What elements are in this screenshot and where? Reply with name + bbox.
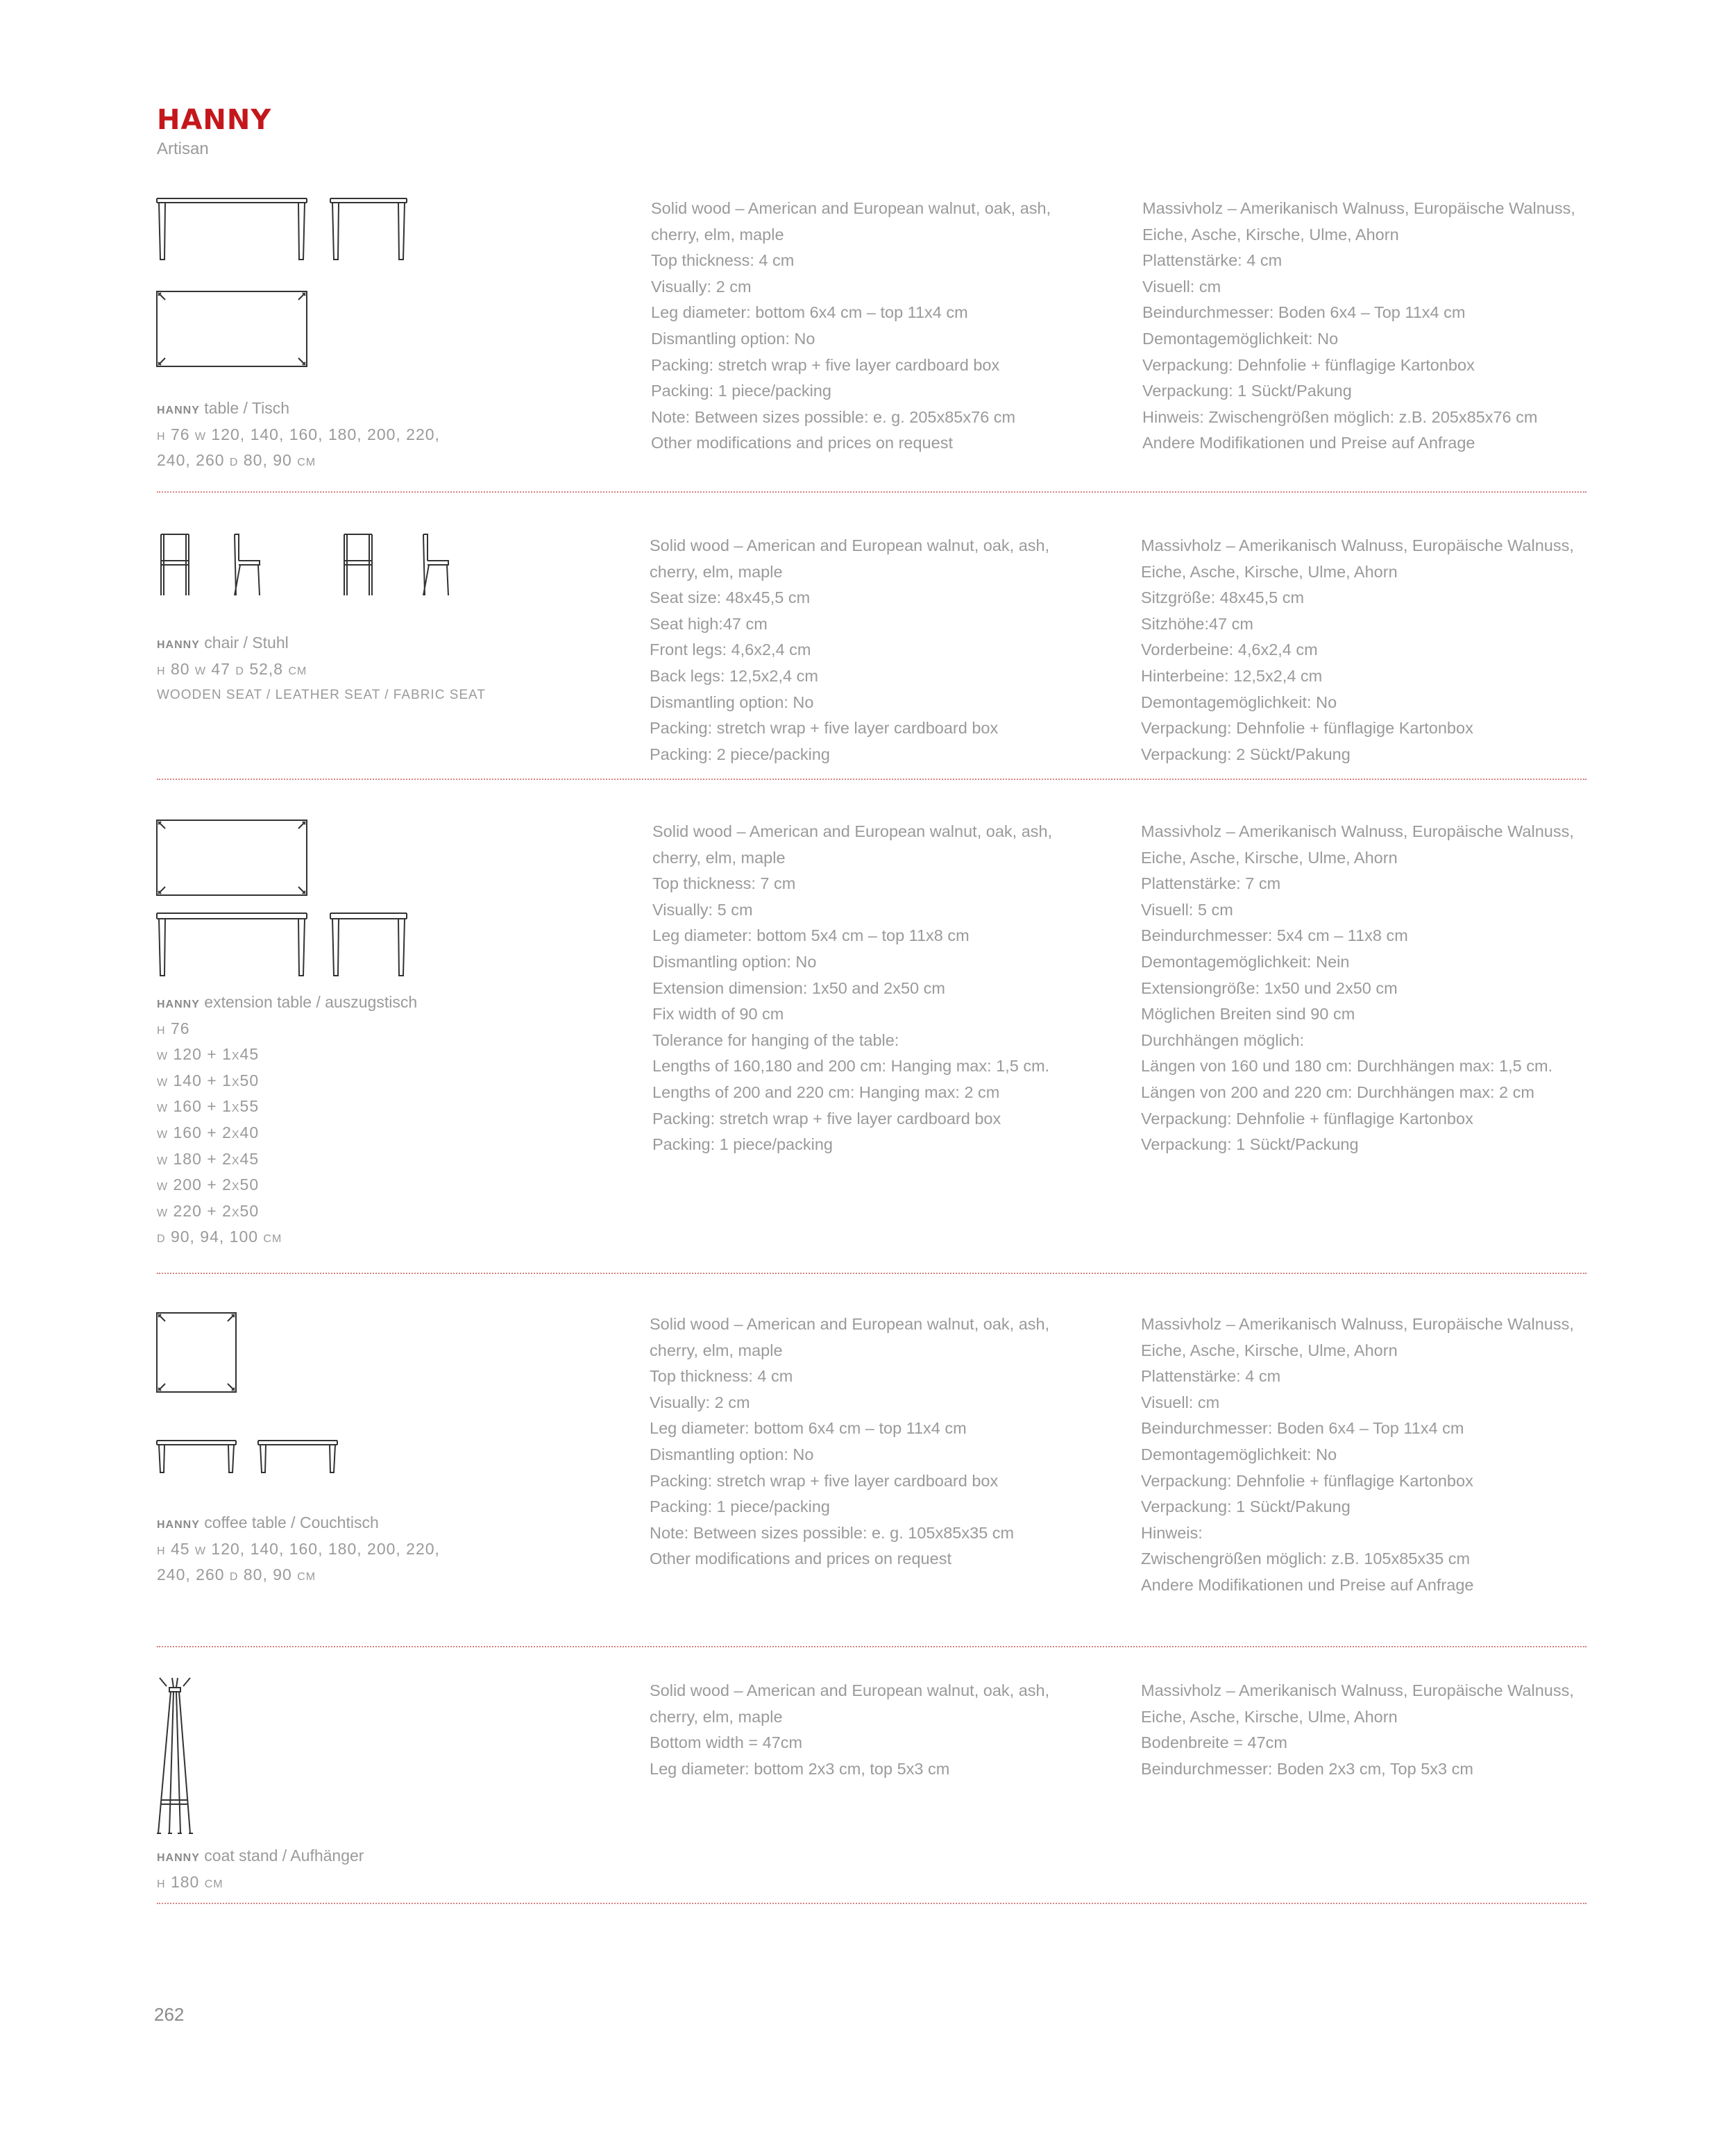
- spec-line: Andere Modifikationen und Preise auf Anfrage: [1142, 434, 1475, 452]
- spec-line: Hinweis:: [1141, 1523, 1203, 1542]
- spec-line: Eiche, Asche, Kirsche, Ulme, Ahorn: [1141, 1707, 1398, 1726]
- product-dimensions: 240, 260 d 80, 90 cm: [157, 451, 316, 470]
- spec-line: Other modifications and prices on request: [651, 434, 953, 452]
- spec-english: [650, 1678, 1049, 1782]
- spec-line: Sitzhöhe:47 cm: [1141, 614, 1253, 633]
- spec-german: [1142, 196, 1575, 457]
- spec-line: Packing: 1 piece/packing: [650, 1497, 830, 1516]
- spec-line: Sitzgröße: 48x45,5 cm: [1141, 588, 1305, 607]
- spec-line: cherry, elm, maple: [651, 225, 784, 244]
- spec-line: Fix width of 90 cm: [652, 1005, 784, 1024]
- spec-line: Visuell: cm: [1142, 277, 1221, 296]
- spec-line: Packing: stretch wrap + five layer cardboard box: [650, 1471, 999, 1490]
- spec-line: Top thickness: 4 cm: [650, 1367, 793, 1386]
- spec-line: Verpackung: Dehnfolie + fünflagige Kartonbox: [1142, 355, 1475, 374]
- spec-line: Tolerance for hanging of the table:: [652, 1030, 899, 1049]
- brand-subtitle: Artisan: [157, 139, 209, 158]
- spec-line: Note: Between sizes possible: e. g. 205x85x76 cm: [651, 407, 1016, 426]
- product-dimensions: w 140 + 1x50: [157, 1071, 260, 1089]
- spec-line: Demontagemöglichkeit: No: [1142, 329, 1339, 348]
- spec-line: cherry, elm, maple: [652, 848, 786, 867]
- spec-line: Eiche, Asche, Kirsche, Ulme, Ahorn: [1141, 848, 1398, 867]
- spec-line: Visually: 2 cm: [651, 277, 752, 296]
- product-section-chair: [157, 533, 1586, 769]
- spec-line: Lengths of 200 and 220 cm: Hanging max: 2 cm: [652, 1083, 1000, 1101]
- spec-line: Zwischengrößen möglich: z.B. 105x85x35 cm: [1141, 1550, 1471, 1568]
- spec-line: Möglichen Breiten sind 90 cm: [1141, 1005, 1355, 1024]
- product-section-coffee-table: [157, 1312, 1586, 1617]
- spec-line: Plattenstärke: 7 cm: [1141, 874, 1281, 893]
- spec-line: Seat size: 48x45,5 cm: [650, 588, 811, 607]
- product-dimensions: h 76: [157, 1019, 190, 1037]
- product-name: coffee table / Couchtisch: [204, 1513, 379, 1531]
- product-dimensions: h 45 w 120, 140, 160, 180, 200, 220,: [157, 1539, 440, 1558]
- spec-line: Packing: 1 piece/packing: [651, 382, 831, 400]
- spec-german: [1141, 1312, 1574, 1599]
- product-name: table / Tisch: [204, 399, 290, 417]
- product-dimensions: w 160 + 1x55: [157, 1097, 260, 1116]
- spec-line: Solid wood – American and European walnut, oak, ash,: [652, 822, 1053, 840]
- section-divider: [157, 1903, 1586, 1904]
- product-caption: [157, 396, 440, 474]
- spec-english: [650, 1312, 1049, 1572]
- product-section-extension-table: [157, 819, 1586, 1263]
- spec-line: Verpackung: 1 Sückt/Pakung: [1141, 1497, 1351, 1516]
- spec-line: Verpackung: 2 Sückt/Pakung: [1141, 745, 1351, 763]
- spec-line: Bottom width = 47cm: [650, 1733, 803, 1752]
- dining-table-drawing-icon: [157, 196, 434, 376]
- chair-drawing-icon: [157, 533, 483, 602]
- spec-line: Massivholz – Amerikanisch Walnuss, Europäische Walnuss,: [1142, 199, 1575, 217]
- spec-line: Beindurchmesser: Boden 2x3 cm, Top 5x3 cm: [1141, 1759, 1473, 1778]
- spec-line: Packing: stretch wrap + five layer cardboard box: [651, 355, 1000, 374]
- spec-line: Andere Modifikationen und Preise auf Anfrage: [1141, 1575, 1474, 1594]
- spec-line: Hinterbeine: 12,5x2,4 cm: [1141, 666, 1323, 685]
- coffee-table-drawing-icon: [157, 1312, 365, 1478]
- spec-line: Vorderbeine: 4,6x2,4 cm: [1141, 640, 1318, 659]
- spec-line: Verpackung: 1 Sückt/Packung: [1141, 1135, 1359, 1154]
- spec-line: Verpackung: Dehnfolie + fünflagige Kartonbox: [1141, 1109, 1473, 1128]
- product-brand-label: hanny: [157, 399, 200, 417]
- product-dimensions: w 120 + 1x45: [157, 1045, 260, 1064]
- spec-line: Visuell: cm: [1141, 1393, 1220, 1411]
- spec-german: [1141, 1678, 1574, 1782]
- spec-line: Leg diameter: bottom 6x4 cm – top 11x4 cm: [651, 303, 968, 322]
- spec-line: cherry, elm, maple: [650, 1707, 783, 1726]
- product-dimensions: h 76 w 120, 140, 160, 180, 200, 220,: [157, 425, 440, 443]
- spec-line: Längen von 200 and 220 cm: Durchhängen max: 2 cm: [1141, 1083, 1534, 1101]
- spec-english: [652, 819, 1052, 1158]
- brand-title: HANNY: [157, 104, 272, 136]
- spec-line: Demontagemöglichkeit: Nein: [1141, 952, 1350, 971]
- spec-german: [1141, 819, 1574, 1158]
- spec-line: Plattenstärke: 4 cm: [1141, 1367, 1281, 1386]
- product-dimensions: 240, 260 d 80, 90 cm: [157, 1565, 316, 1584]
- product-dimensions: h 180 cm: [157, 1872, 223, 1891]
- spec-line: Verpackung: Dehnfolie + fünflagige Kartonbox: [1141, 719, 1473, 738]
- spec-line: Seat high:47 cm: [650, 614, 768, 633]
- spec-line: Längen von 160 und 180 cm: Durchhängen max: 1,5 cm.: [1141, 1057, 1553, 1076]
- product-caption: [157, 630, 486, 708]
- product-name: coat stand / Aufhänger: [204, 1847, 364, 1865]
- spec-line: Solid wood – American and European walnut, oak, ash,: [650, 1315, 1050, 1333]
- product-brand-label: hanny: [157, 993, 200, 1011]
- spec-line: Eiche, Asche, Kirsche, Ulme, Ahorn: [1142, 225, 1399, 244]
- product-brand-label: hanny: [157, 634, 200, 652]
- spec-line: Packing: 2 piece/packing: [650, 745, 830, 763]
- spec-line: Dismantling option: No: [651, 329, 815, 348]
- spec-line: Bodenbreite = 47cm: [1141, 1733, 1287, 1752]
- spec-line: Solid wood – American and European walnut, oak, ash,: [651, 199, 1051, 217]
- product-caption: [157, 990, 417, 1250]
- product-dimensions: h 80 w 47 d 52,8 cm: [157, 659, 307, 678]
- spec-line: Hinweis: Zwischengrößen möglich: z.B. 205x85x76 cm: [1142, 407, 1538, 426]
- spec-line: Leg diameter: bottom 6x4 cm – top 11x4 cm: [650, 1419, 967, 1438]
- product-name: extension table / auszugstisch: [204, 993, 418, 1011]
- page-number: 262: [154, 2004, 185, 2025]
- spec-line: Extension dimension: 1x50 and 2x50 cm: [652, 978, 945, 997]
- spec-line: Massivholz – Amerikanisch Walnuss, Europäische Walnuss,: [1141, 822, 1574, 840]
- section-divider: [157, 1273, 1586, 1274]
- spec-line: cherry, elm, maple: [650, 1341, 783, 1359]
- spec-line: Eiche, Asche, Kirsche, Ulme, Ahorn: [1141, 1341, 1398, 1359]
- spec-line: Dismantling option: No: [650, 1445, 814, 1463]
- spec-line: Plattenstärke: 4 cm: [1142, 251, 1283, 270]
- product-dimensions: w 200 + 2x50: [157, 1175, 260, 1194]
- spec-german: [1141, 533, 1574, 767]
- spec-line: Verpackung: Dehnfolie + fünflagige Kartonbox: [1141, 1471, 1473, 1490]
- spec-line: Top thickness: 7 cm: [652, 874, 796, 893]
- product-variants: WOODEN SEAT / LEATHER SEAT / FABRIC SEAT: [157, 688, 486, 703]
- spec-line: Massivholz – Amerikanisch Walnuss, Europäische Walnuss,: [1141, 536, 1574, 554]
- spec-line: cherry, elm, maple: [650, 562, 783, 581]
- product-dimensions: w 220 + 2x50: [157, 1201, 260, 1220]
- coat-stand-drawing-icon: [157, 1678, 212, 1837]
- spec-line: Leg diameter: bottom 2x3 cm, top 5x3 cm: [650, 1759, 950, 1778]
- spec-line: Dismantling option: No: [650, 693, 814, 711]
- spec-line: Packing: stretch wrap + five layer cardboard box: [650, 719, 999, 738]
- spec-english: [651, 196, 1051, 457]
- spec-line: Lengths of 160,180 and 200 cm: Hanging max: 1,5 cm.: [652, 1057, 1050, 1076]
- spec-line: Demontagemöglichkeit: No: [1141, 1445, 1337, 1463]
- spec-line: Massivholz – Amerikanisch Walnuss, Europäische Walnuss,: [1141, 1681, 1574, 1699]
- spec-line: Back legs: 12,5x2,4 cm: [650, 666, 818, 685]
- product-caption: [157, 1843, 364, 1895]
- product-section-table: [157, 196, 1586, 487]
- product-caption: [157, 1510, 440, 1588]
- spec-line: Extensiongröße: 1x50 und 2x50 cm: [1141, 978, 1398, 997]
- spec-line: Other modifications and prices on request: [650, 1550, 951, 1568]
- spec-line: Verpackung: 1 Sückt/Pakung: [1142, 382, 1352, 400]
- section-divider: [157, 1646, 1586, 1647]
- spec-line: Beindurchmesser: Boden 6x4 – Top 11x4 cm: [1142, 303, 1466, 322]
- product-section-coat-stand: [157, 1678, 1586, 1900]
- spec-line: Solid wood – American and European walnut, oak, ash,: [650, 536, 1050, 554]
- product-brand-label: hanny: [157, 1847, 200, 1865]
- product-brand-label: hanny: [157, 1513, 200, 1531]
- spec-line: Beindurchmesser: Boden 6x4 – Top 11x4 cm: [1141, 1419, 1464, 1438]
- spec-line: Dismantling option: No: [652, 952, 817, 971]
- product-name: chair / Stuhl: [204, 634, 289, 652]
- spec-line: Eiche, Asche, Kirsche, Ulme, Ahorn: [1141, 562, 1398, 581]
- spec-line: Beindurchmesser: 5x4 cm – 11x8 cm: [1141, 926, 1408, 945]
- spec-line: Visually: 5 cm: [652, 900, 753, 919]
- section-divider: [157, 779, 1586, 780]
- spec-line: Visually: 2 cm: [650, 1393, 750, 1411]
- spec-line: Front legs: 4,6x2,4 cm: [650, 640, 811, 659]
- spec-english: [650, 533, 1049, 767]
- spec-line: Note: Between sizes possible: e. g. 105x85x35 cm: [650, 1523, 1015, 1542]
- spec-line: Demontagemöglichkeit: No: [1141, 693, 1337, 711]
- spec-line: Durchhängen möglich:: [1141, 1030, 1305, 1049]
- product-dimensions: w 180 + 2x45: [157, 1149, 260, 1168]
- spec-line: Packing: stretch wrap + five layer cardboard box: [652, 1109, 1001, 1128]
- spec-line: Solid wood – American and European walnut, oak, ash,: [650, 1681, 1050, 1699]
- spec-line: Leg diameter: bottom 5x4 cm – top 11x8 cm: [652, 926, 970, 945]
- spec-line: Massivholz – Amerikanisch Walnuss, Europäische Walnuss,: [1141, 1315, 1574, 1333]
- spec-line: Packing: 1 piece/packing: [652, 1135, 833, 1154]
- section-divider: [157, 491, 1586, 493]
- extension-table-drawing-icon: [157, 819, 434, 978]
- product-dimensions: w 160 + 2x40: [157, 1123, 260, 1141]
- spec-line: Visuell: 5 cm: [1141, 900, 1233, 919]
- spec-line: Top thickness: 4 cm: [651, 251, 795, 270]
- product-dimensions: d 90, 94, 100 cm: [157, 1228, 282, 1246]
